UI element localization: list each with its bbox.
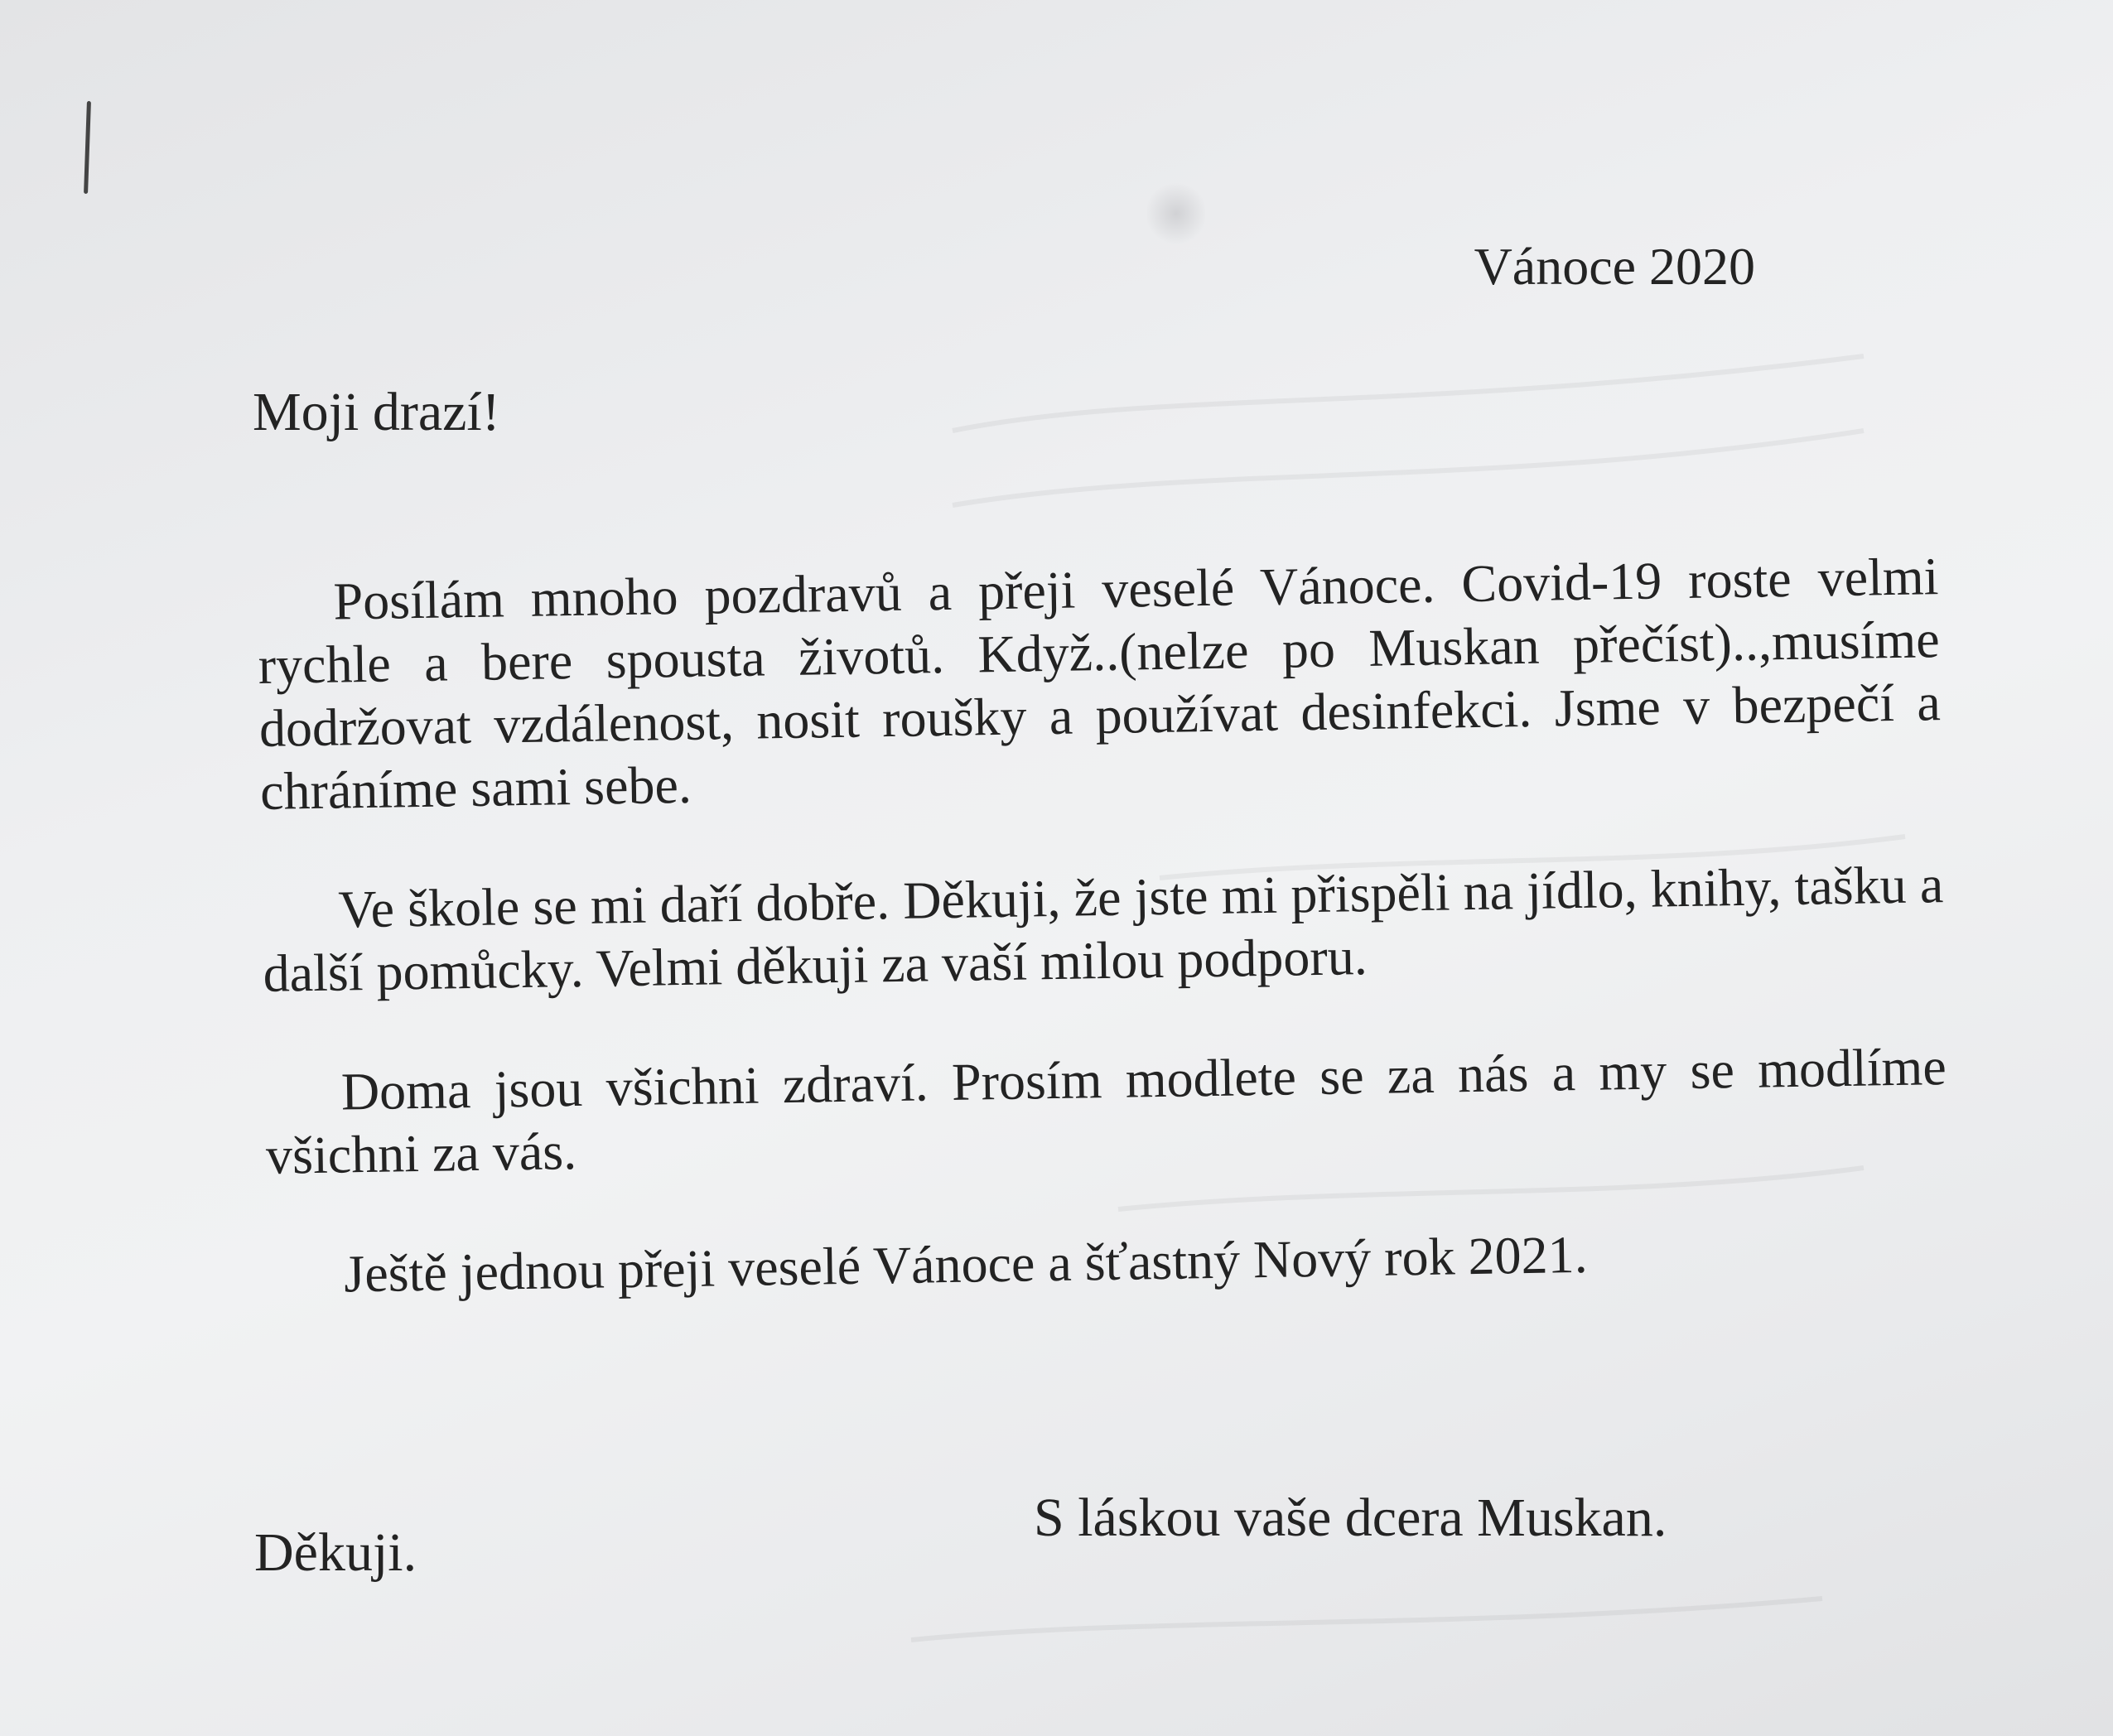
paragraph-wishes: Ještě jednou přeji veselé Vánoce a šťastný Nový rok 2021. — [343, 1224, 1589, 1304]
pen-mark — [84, 101, 91, 194]
letter-date: Vánoce 2020 — [1474, 237, 1755, 296]
paragraph-covid: Posílám mnoho pozdravů a přeji veselé Vánoce. Covid-19 roste velmi rychle a bere spousta životů. Když..(nelze po Muskan přečíst)..,musíme dodržovat vzdálenost, nosit roušky a používat desinfekci. Jsme v bezpečí a chráníme sami sebe. — [258, 547, 1942, 821]
letter-body — [257, 545, 1951, 1363]
letter-closing: Děkuji. — [254, 1522, 417, 1583]
paragraph-school: Ve škole se mi daří dobře. Děkuji, že jste mi přispěli na jídlo, knihy, tašku a další pomůcky. Velmi děkuji za vaší milou podporu. — [263, 855, 1944, 1003]
letter-salutation: Moji drazí! — [253, 382, 500, 442]
paper-smudge — [1147, 181, 1205, 247]
letter-signature: S láskou vaše dcera Muskan. — [1034, 1488, 1667, 1548]
paragraph-family: Doma jsou všichni zdraví. Prosím modlete se za nás a my se modlíme všichni za vás. — [265, 1037, 1947, 1185]
